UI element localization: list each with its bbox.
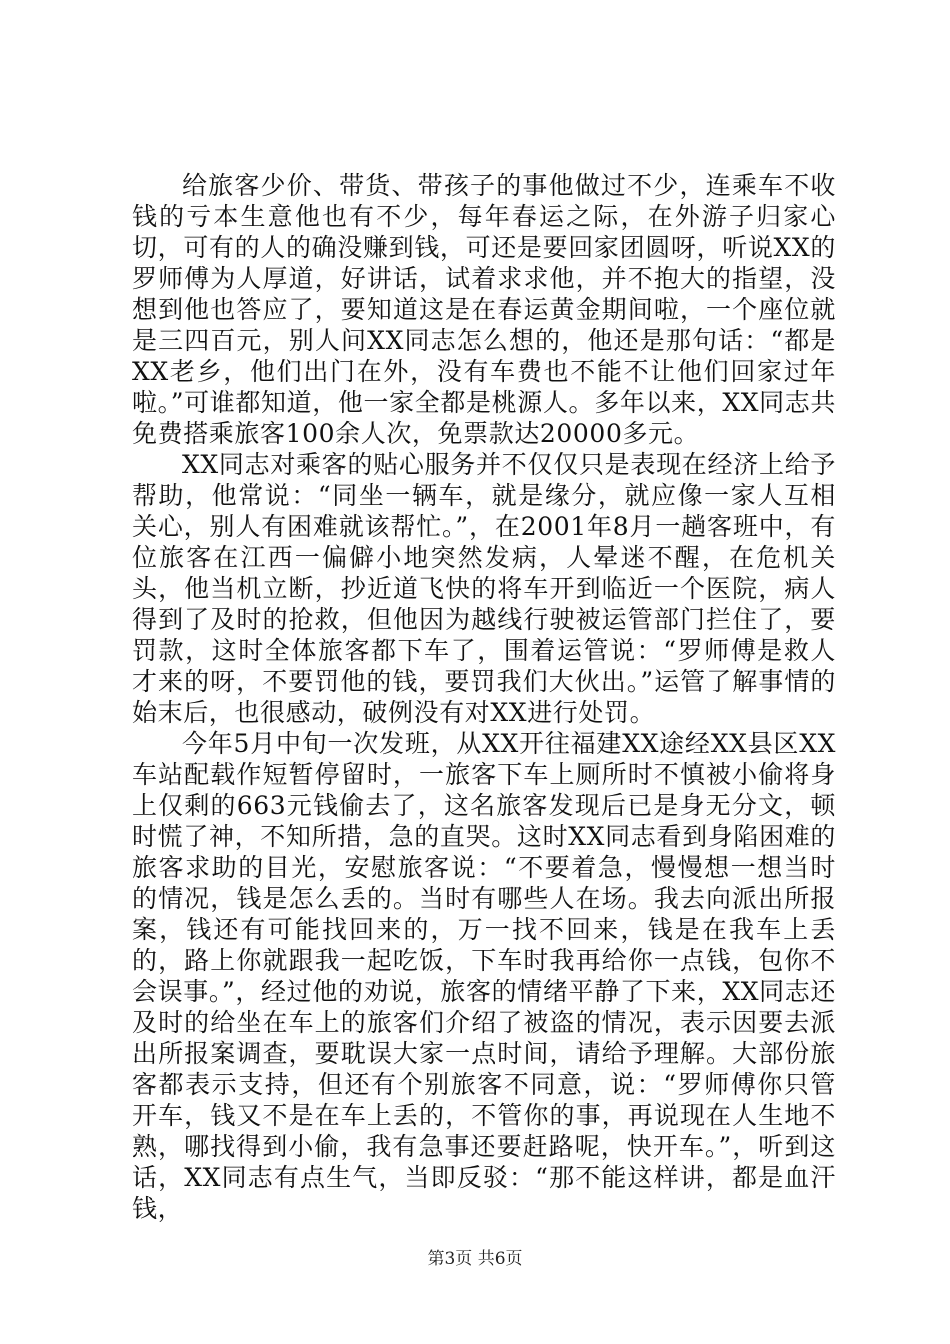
paragraph-1: 给旅客少价、带货、带孩子的事他做过不少，连乘车不收钱的亏本生意他也有不少，每年春运之际，在外游子归家心切，可有的人的确没赚到钱，可还是要回家团圆呀，听说XX的罗师傅为人厚道，好讲话，试着求求他，并不抱大的指望，没想到他也答应了，要知道这是在春运黄金期间啦，一个座位就是三四百元，别人问XX同志怎么想的，他还是那句话：“都是XX老乡，他们出门在外，没有车费也不能不让他们回家过年啦。”可谁都知道，他一家全都是桃源人。多年以来，XX同志共免费搭乘旅客100余人次，免票款达20000多元。 xyxy=(132,171,836,448)
page-number-footer: 第3页 共6页 xyxy=(427,1249,523,1269)
paragraph-3: 今年5月中旬一次发班，从XX开往福建XX途经XX县区XX车站配载作短暂停留时，一旅客下车上厕所时不慎被小偷将身上仅剩的663元钱偷去了，这名旅客发现后已是身无分文，顿时慌了神，不知所措，急的直哭。这时XX同志看到身陷困难的旅客求助的目光，安慰旅客说：“不要着急，慢慢想一想当时的情况，钱是怎么丢的。当时有哪些人在场。我去向派出所报案，钱还有可能找回来的，万一找不回来，钱是在我车上丢的，路上你就跟我一起吃饭，下车时我再给你一点钱，包你不会误事。”，经过他的劝说，旅客的情绪平静了下来，XX同志还及时的给坐在车上的旅客们介绍了被盗的情况，表示因要去派出所报案调查，要耽误大家一点时间，请给予理解。大部份旅客都表示支持，但还有个别旅客不同意，说：“罗师傅你只管开车，钱又不是在车上丢的，不管你的事，再说现在人生地不熟，哪找得到小偷，我有急事还要赶路呢，快开车。”，听到这话，XX同志有点生气，当即反驳：“那不能这样讲，都是血汗钱， xyxy=(132,729,836,1223)
body-text xyxy=(132,170,836,1224)
paragraph-2: XX同志对乘客的贴心服务并不仅仅只是表现在经济上给予帮助，他常说：“同坐一辆车，就是缘分，就应像一家人互相关心，别人有困难就该帮忙。”，在2001年8月一趟客班中，有位旅客在江西一偏僻小地突然发病，人晕迷不醒，在危机关头，他当机立断，抄近道飞快的将车开到临近一个医院，病人得到了及时的抢救，但他因为越线行驶被运管部门拦住了，要罚款，这时全体旅客都下车了，围着运管说：“罗师傅是救人才来的呀，不要罚他的钱，要罚我们大伙出。”运管了解事情的始末后，也很感动，破例没有对XX进行处罚。 xyxy=(132,450,836,727)
